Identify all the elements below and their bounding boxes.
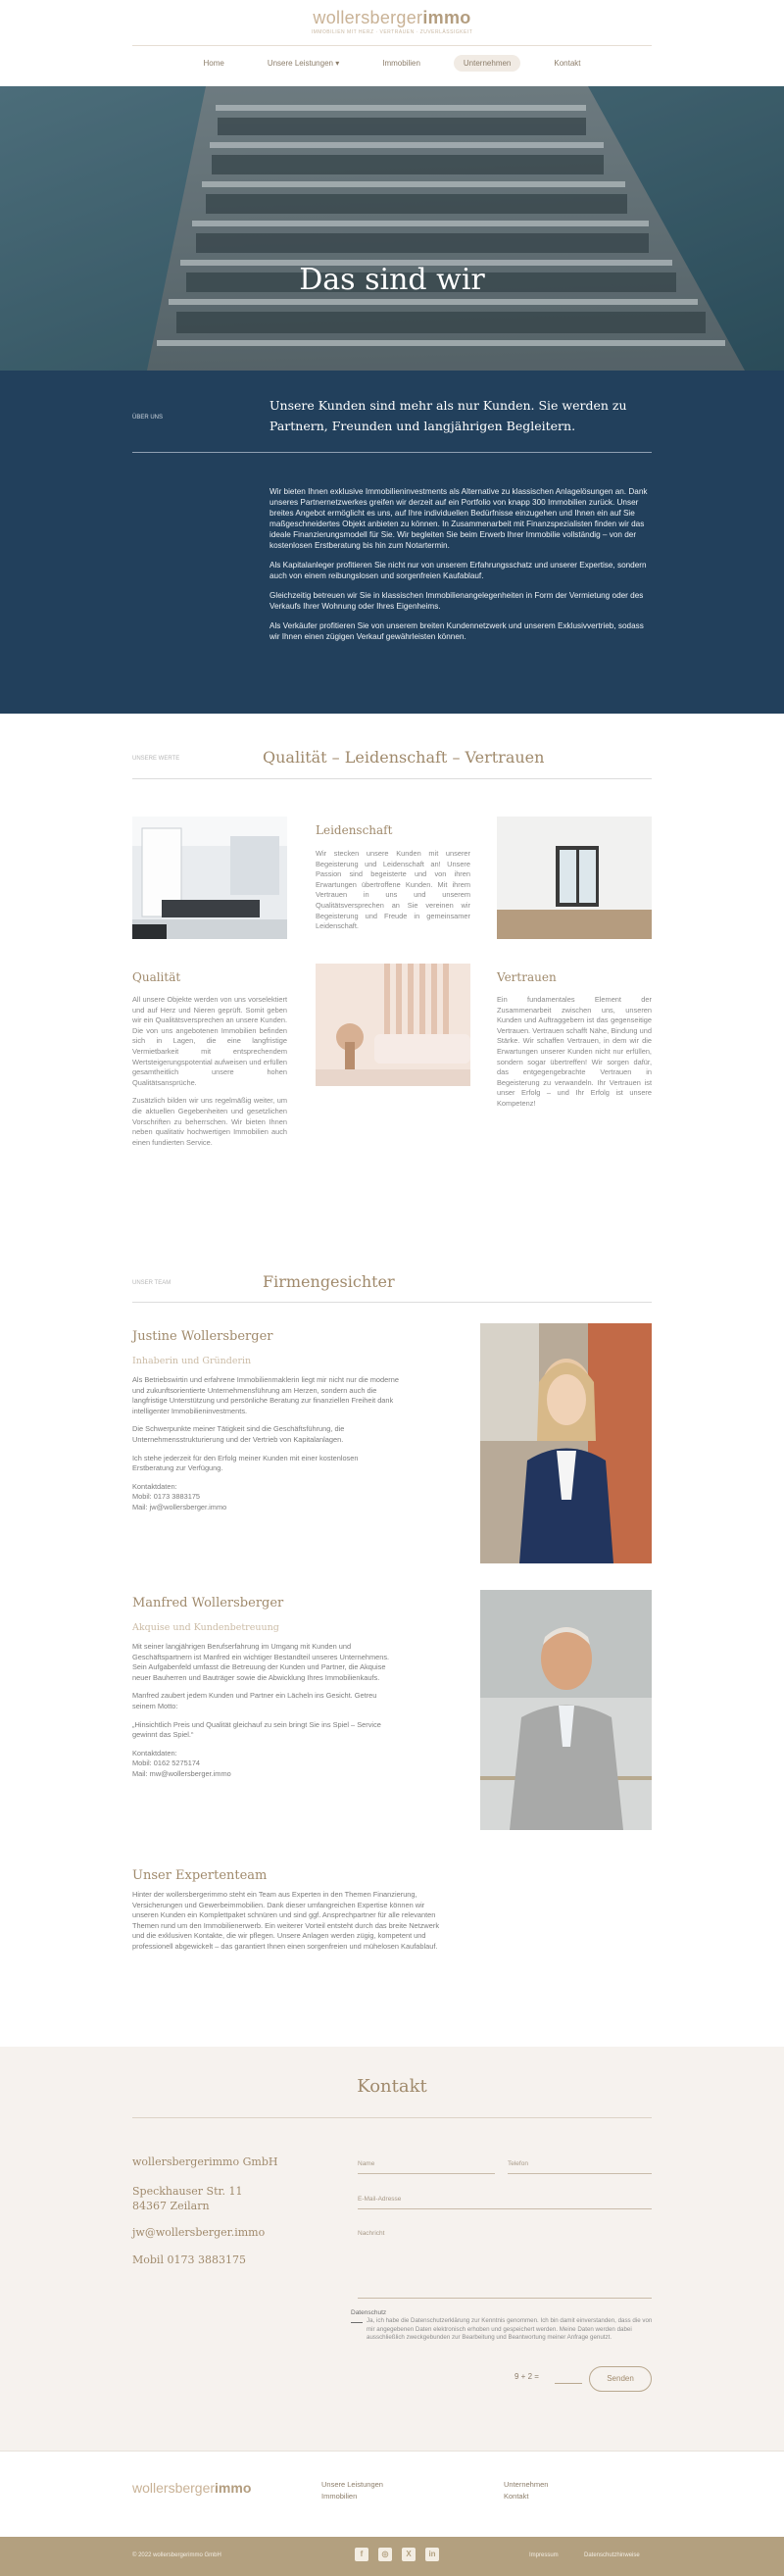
- email-field[interactable]: E-Mail-Adresse: [358, 2194, 652, 2209]
- site-footer: [0, 2451, 784, 2576]
- interior-photo-kitchen: [132, 817, 287, 939]
- about-paragraph: Als Kapitalanleger profitieren Sie nicht nur von unserem Erfahrungsschatz und unserer Expertise, sondern auch von einem reibungslosen und sorgenfreien Kaufablauf.: [270, 561, 647, 580]
- team-kicker: UNSER TEAM: [132, 1280, 172, 1286]
- portrait-justine: [480, 1323, 652, 1563]
- person-name: Manfred Wollersberger: [132, 1596, 284, 1610]
- vertrauen-text: Ein fundamentales Element der Zusammenarbeit zwischen uns, unseren Kunden und Auftraggebern ist das gegenseitige Vertrauen. Vertrauen schafft Nähe, Bindung und Stärke. Wir schaffen Vertrauen, in dem wir die Erwartungen unserer Kunden nicht nur erfüllen, sondern sogar übertreffen! Wir sorgen dafür, das entgegengebrachte Vertrauen in Begeisterung zu verwandeln. Ihr Vertrauen ist unser Erfolg – und Ihr Erfolg ist unsere Kompetenz!: [497, 995, 652, 1108]
- interior-photo-empty-room: [497, 817, 652, 939]
- xing-icon[interactable]: X: [402, 2548, 416, 2561]
- company-name: wollersbergerimmo GmbH: [132, 2155, 278, 2168]
- nav-kontakt[interactable]: Kontakt: [554, 59, 581, 68]
- bio-paragraph: Ich stehe jederzeit für den Erfolg meiner Kunden mit einer kostenlosen Erstberatung zur Verfügung.: [132, 1453, 359, 1473]
- team-section: [0, 1263, 784, 2047]
- name-field[interactable]: Name: [358, 2158, 495, 2174]
- logo-text-part2: immo: [422, 8, 471, 27]
- logo-tagline: IMMOBILIEN MIT HERZ · VERTRAUEN · ZUVERLÄSSIGKEIT: [311, 29, 473, 35]
- contact-mobile: Mobil 0173 3883175: [132, 2254, 246, 2266]
- nav-unternehmen[interactable]: Unternehmen: [454, 55, 520, 72]
- contact-divider: [132, 2117, 652, 2118]
- phone-number: Mobil: 0173 3883175: [132, 1492, 201, 1502]
- leidenschaft-text: Wir stecken unsere Kunden mit unserer Begeisterung und Leidenschaft an! Unsere Passion sind begeisterte und von ihren Erwartungen übertroffene Kunden. Mit ihrem Vertrauen in uns und unserem Qualitätsversprechen an Sie vereinen wir Begeisterung und Freude in gemeinsamer Leidenschaft.: [316, 849, 470, 931]
- interior-photo-living: [316, 964, 470, 1086]
- about-paragraph: Als Verkäufer profitieren Sie von unserem breiten Kundennetzwerk und unserem Exklusivvertrieb, sodass wir Ihnen einen zügigen Verkauf gewährleisten können.: [270, 621, 644, 641]
- privacy-text: Ja, ich habe die Datenschutzerklärung zur Kenntnis genommen. Ich bin damit einverstanden, dass die von mir angegebenen Daten elektronisch erhoben und gespeichert werden. Meine Daten werden dabei ausschließlich zweckgebunden zur Bearbeitung und Beantwortung meiner Anfrage genutzt.: [367, 2317, 653, 2342]
- qualitaet-title: Qualität: [132, 970, 181, 984]
- about-paragraph: Wir bieten Ihnen exklusive Immobilieninvestments als Alternative zu klassischen Anlagelösungen an. Dank unseres Partnernetzwerkes greifen wir derzeit auf ein Portfolio von knapp 300 Immobilien zurück. Unser breites Angebot ermöglicht es uns, auf Ihre individuellen Bedürfnisse einzugehen und Ihnen ein auf Sie maßgeschneidertes Objekt anbieten zu können. In Zusammenarbeit mit Finanzspezialisten finden wir das ideale Finanzierungsmodell für Sie. Wir begleiten Sie beim Erwerb Ihrer Immobilie vollständig – von der kostenlosen Erstberatung bis hin zum Notartermin.: [270, 487, 648, 550]
- nav-home[interactable]: Home: [203, 59, 224, 68]
- site-header: [0, 0, 784, 86]
- vertrauen-title: Vertrauen: [497, 970, 557, 984]
- team-title: Firmengesichter: [263, 1272, 395, 1291]
- footer-divider: [0, 2451, 784, 2452]
- experts-title: Unser Expertenteam: [132, 1868, 268, 1883]
- header-divider: [132, 45, 652, 46]
- footer-link-leistungen[interactable]: Unsere Leistungen: [321, 2480, 383, 2489]
- hero-banner: [0, 86, 784, 371]
- bio-paragraph: Die Schwerpunkte meiner Tätigkeit sind die Geschäftsführung, die Unternehmensstrukturierung und der Vertrieb von Kapitalanlagen.: [132, 1424, 345, 1444]
- about-divider: [132, 452, 652, 453]
- footer-link-immobilien[interactable]: Immobilien: [321, 2492, 358, 2501]
- address-city: 84367 Zeilarn: [132, 2200, 210, 2212]
- message-field[interactable]: Nachricht: [358, 2228, 652, 2299]
- impressum-link[interactable]: Impressum: [529, 2552, 559, 2558]
- hero-title: Das sind wir: [299, 263, 485, 297]
- copyright: © 2022 wollersbergerimmo GmbH: [132, 2552, 221, 2558]
- nav-leistungen[interactable]: Unsere Leistungen ▾: [267, 59, 340, 68]
- values-kicker: UNSERE WERTE: [132, 756, 180, 762]
- about-lead: Unsere Kunden sind mehr als nur Kunden. Sie werden zu Partnern, Freunden und langjährigen Begleitern.: [270, 398, 627, 433]
- contact-label: Kontaktdaten:: [132, 1481, 177, 1491]
- bio-paragraph: Mit seiner langjährigen Berufserfahrung im Umgang mit Kunden und Geschäftspartnern ist Manfred ein wichtiger Bestandteil unseres Unternehmens. Sein Aufgabenfeld umfasst die Betreuung der Kunden und Partner, die Akquise neuer Bauherren und Bauträger sowie die Abwicklung Ihres Immobilienkaufs.: [132, 1642, 390, 1682]
- footer-link-kontakt[interactable]: Kontakt: [504, 2492, 529, 2501]
- person-bio: [132, 1642, 399, 1780]
- person-bio: [132, 1375, 399, 1513]
- datenschutz-link[interactable]: Datenschutzhinweise: [584, 2552, 640, 2558]
- about-kicker: ÜBER UNS: [132, 415, 164, 421]
- bio-paragraph: Als Betriebswirtin und erfahrene Immobilienmaklerin liegt mir nicht nur die moderne und zukunftsorientierte Unternehmensführung am Herzen, sondern auch die langfristige Unterstützung und persönliche Beratung zur finanziellen Freiheit dank intelligenter Immobilieninvestments.: [132, 1375, 399, 1415]
- bio-paragraph: „Hinsichtlich Preis und Qualität gleichauf zu sein bringt Sie ins Spiel – Service gewinnt das Spiel.“: [132, 1719, 381, 1740]
- qualitaet-text: [132, 995, 287, 1156]
- values-divider: [132, 778, 652, 779]
- about-section: [0, 371, 784, 714]
- about-body: [270, 486, 652, 651]
- experts-text: Hinter der wollersbergerimmo steht ein Team aus Experten in den Themen Finanzierung, Versicherungen und Gewerbeimmobilien. Dank dieser umfangreichen Expertise können wir unseren Kunden ein Komplettpaket schnüren und sind ggf. Ansprechpartner für alle relevanten Themen rund um den Immobilienerwerb. Ein weiterer Vorteil entsteht durch das breite Netzwerk und die exklusiven Kontakte, die wir pflegen. Unsere Anlagen werden zügig, kompetent und professionell abgewickelt – das garantiert Ihnen einen sorgenfreien und mühelosen Kaufablauf.: [132, 1890, 440, 1951]
- send-button[interactable]: Senden: [589, 2366, 652, 2392]
- footer-logo[interactable]: [132, 2480, 251, 2496]
- qualitaet-paragraph: All unsere Objekte werden von uns vorselektiert und auf Herz und Nieren geprüft. Somit geben wir ein Qualitätsversprechen an unsere Kunden. Die von uns angebotenen Immobilien befinden sich in Lagen, die eine langfristige Vermietbarkeit mit entsprechendem Wertsteigerungspotential aufweisen und erfüllen gesamtheitlich unsere hohen Qualitätsansprüche.: [132, 995, 287, 1087]
- hero-building-image: [0, 86, 784, 371]
- instagram-icon[interactable]: ◎: [378, 2548, 392, 2561]
- about-paragraph: Gleichzeitig betreuen wir Sie in klassischen Immobilienangelegenheiten in Form der Vermietung oder des Verkaufs Ihrer Wohnung oder Ihres Eigenheims.: [270, 591, 644, 611]
- linkedin-icon[interactable]: in: [425, 2548, 439, 2561]
- captcha-question: 9 + 2 =: [514, 2372, 539, 2381]
- person-role: Inhaberin und Gründerin: [132, 1356, 252, 1366]
- logo[interactable]: [0, 8, 784, 28]
- contact-section: [0, 2047, 784, 2451]
- footer-link-unternehmen[interactable]: Unternehmen: [504, 2480, 549, 2489]
- phone-field[interactable]: Telefon: [508, 2158, 652, 2174]
- footer-logo-part2: immo: [215, 2480, 252, 2496]
- bio-paragraph: Manfred zaubert jedem Kunden und Partner ein Lächeln ins Gesicht. Getreu seinem Motto:: [132, 1691, 377, 1710]
- captcha-input[interactable]: [555, 2372, 582, 2384]
- privacy-checkbox[interactable]: [351, 2322, 363, 2323]
- footer-bottom-bar: [0, 2537, 784, 2576]
- contact-label: Kontaktdaten:: [132, 1748, 177, 1758]
- email-link[interactable]: Mail: jw@wollersberger.immo: [132, 1502, 227, 1511]
- portrait-manfred: [480, 1590, 652, 1830]
- values-title: Qualität – Leidenschaft – Vertrauen: [263, 748, 545, 767]
- contact-title: Kontakt: [357, 2076, 427, 2097]
- privacy-label: Datenschutz: [351, 2309, 387, 2316]
- nav-immobilien[interactable]: Immobilien: [382, 59, 420, 68]
- contact-email[interactable]: jw@wollersberger.immo: [132, 2226, 266, 2239]
- values-section: [0, 714, 784, 1263]
- facebook-icon[interactable]: f: [355, 2548, 368, 2561]
- phone-number: Mobil: 0162 5275174: [132, 1759, 201, 1768]
- person-role: Akquise und Kundenbetreuung: [132, 1622, 279, 1633]
- footer-logo-part1: wollersberger: [132, 2480, 216, 2496]
- qualitaet-paragraph: Zusätzlich bilden wir uns regelmäßig weiter, um die aktuellen Gegebenheiten und gesetzlichen Vorschriften zu beherrschen. Wir bieten Ihnen neben qualitativ hochwertigen Immobilien auch einen fundierten Service.: [132, 1096, 287, 1147]
- email-link[interactable]: Mail: mw@wollersberger.immo: [132, 1768, 231, 1778]
- logo-text-part1: wollersberger: [313, 8, 423, 27]
- address-street: Speckhauser Str. 11: [132, 2185, 243, 2198]
- team-divider: [132, 1302, 652, 1303]
- main-nav: [0, 55, 784, 72]
- person-name: Justine Wollersberger: [132, 1329, 273, 1344]
- leidenschaft-title: Leidenschaft: [316, 823, 393, 837]
